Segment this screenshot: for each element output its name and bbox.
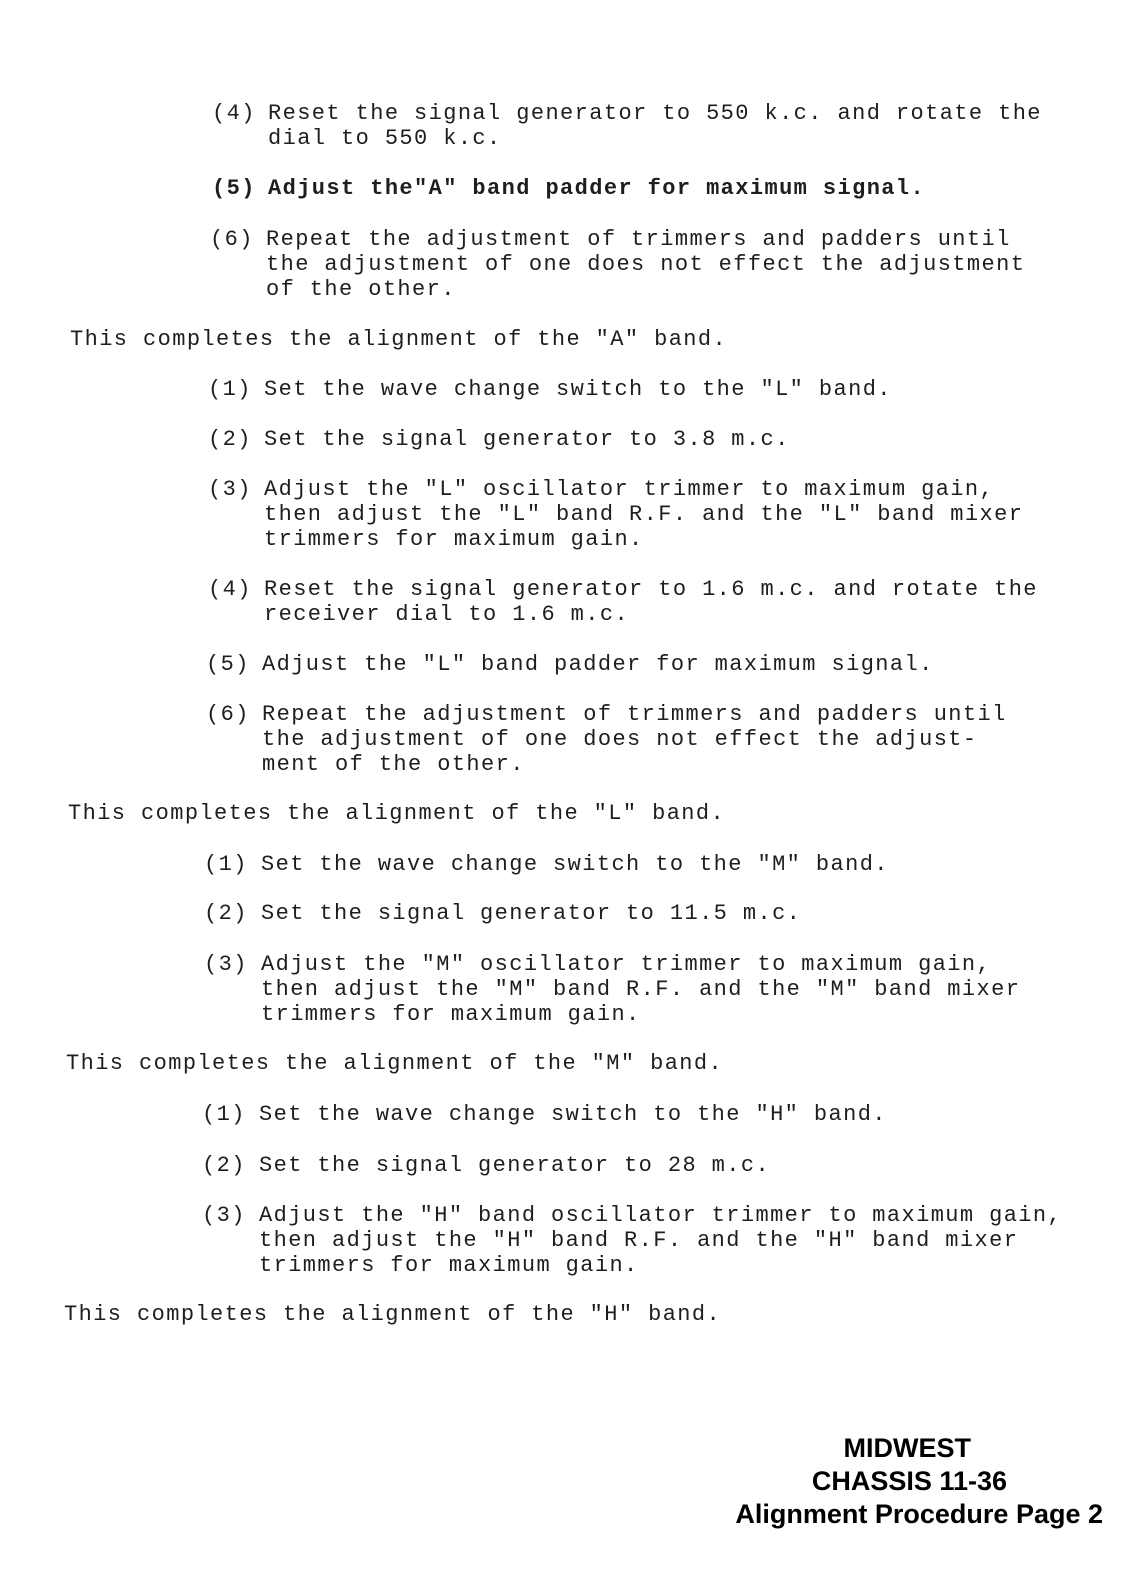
a-step4-line2: dial to 550 k.c.: [268, 126, 502, 151]
m-step3-line1: Adjust the "M" oscillator trimmer to maximum gain,: [261, 952, 992, 977]
l-step2-line1: Set the signal generator to 3.8 m.c.: [264, 427, 790, 452]
h-step2-line1: Set the signal generator to 28 m.c.: [259, 1153, 771, 1178]
l-step6-line1: Repeat the adjustment of trimmers and padders until: [262, 702, 1007, 727]
a-step4-line1: Reset the signal generator to 550 k.c. and rotate the: [268, 101, 1042, 126]
m-band-complete: This completes the alignment of the "M" band.: [66, 1051, 724, 1076]
a-step6-line1: Repeat the adjustment of trimmers and padders until: [266, 227, 1011, 252]
h-step2-number: (2): [202, 1153, 246, 1178]
l-step3-line1: Adjust the "L" oscillator trimmer to maximum gain,: [264, 477, 995, 502]
l-step6-line3: ment of the other.: [262, 752, 525, 777]
m-step1-line1: Set the wave change switch to the "M" band.: [261, 852, 889, 877]
h-step3-number: (3): [202, 1203, 246, 1228]
l-step1-line1: Set the wave change switch to the "L" band.: [264, 377, 892, 402]
a-step5-number: (5): [212, 176, 256, 201]
footer-manufacturer: MIDWEST: [843, 1433, 971, 1463]
l-step1-number: (1): [208, 377, 252, 402]
l-step4-line1: Reset the signal generator to 1.6 m.c. and rotate the: [264, 577, 1038, 602]
m-step3-line2: then adjust the "M" band R.F. and the "M" band mixer: [261, 977, 1021, 1002]
page-footer: [683, 1432, 1103, 1531]
h-step3-line3: trimmers for maximum gain.: [259, 1253, 639, 1278]
l-step6-number: (6): [206, 702, 250, 727]
footer-page-label: Alignment Procedure Page 2: [735, 1499, 1103, 1529]
l-step4-number: (4): [208, 577, 252, 602]
h-step3-line2: then adjust the "H" band R.F. and the "H" band mixer: [259, 1228, 1019, 1253]
m-step2-line1: Set the signal generator to 11.5 m.c.: [261, 901, 802, 926]
a-step6-number: (6): [210, 227, 254, 252]
l-step5-line1: Adjust the "L" band padder for maximum signal.: [262, 652, 934, 677]
l-step4-line2: receiver dial to 1.6 m.c.: [264, 602, 630, 627]
l-step5-number: (5): [206, 652, 250, 677]
l-step3-line2: then adjust the "L" band R.F. and the "L" band mixer: [264, 502, 1024, 527]
a-step4-number: (4): [212, 101, 256, 126]
l-step3-number: (3): [208, 477, 252, 502]
l-step6-line2: the adjustment of one does not effect the adjust-: [262, 727, 978, 752]
a-step6-line3: of the other.: [266, 277, 456, 302]
h-step1-line1: Set the wave change switch to the "H" band.: [259, 1102, 887, 1127]
m-step3-number: (3): [204, 952, 248, 977]
a-step5-line1: Adjust the"A" band padder for maximum signal.: [268, 176, 926, 201]
m-step2-number: (2): [204, 901, 248, 926]
a-band-complete: This completes the alignment of the "A" band.: [70, 327, 728, 352]
l-step3-line3: trimmers for maximum gain.: [264, 527, 644, 552]
m-step3-line3: trimmers for maximum gain.: [261, 1002, 641, 1027]
h-band-complete: This completes the alignment of the "H" band.: [64, 1302, 722, 1327]
h-step3-line1: Adjust the "H" band oscillator trimmer to maximum gain,: [259, 1203, 1063, 1228]
a-step6-line2: the adjustment of one does not effect the adjustment: [266, 252, 1026, 277]
m-step1-number: (1): [204, 852, 248, 877]
h-step1-number: (1): [202, 1102, 246, 1127]
l-step2-number: (2): [208, 427, 252, 452]
l-band-complete: This completes the alignment of the "L" band.: [68, 801, 726, 826]
footer-chassis: CHASSIS 11-36: [811, 1466, 1007, 1496]
